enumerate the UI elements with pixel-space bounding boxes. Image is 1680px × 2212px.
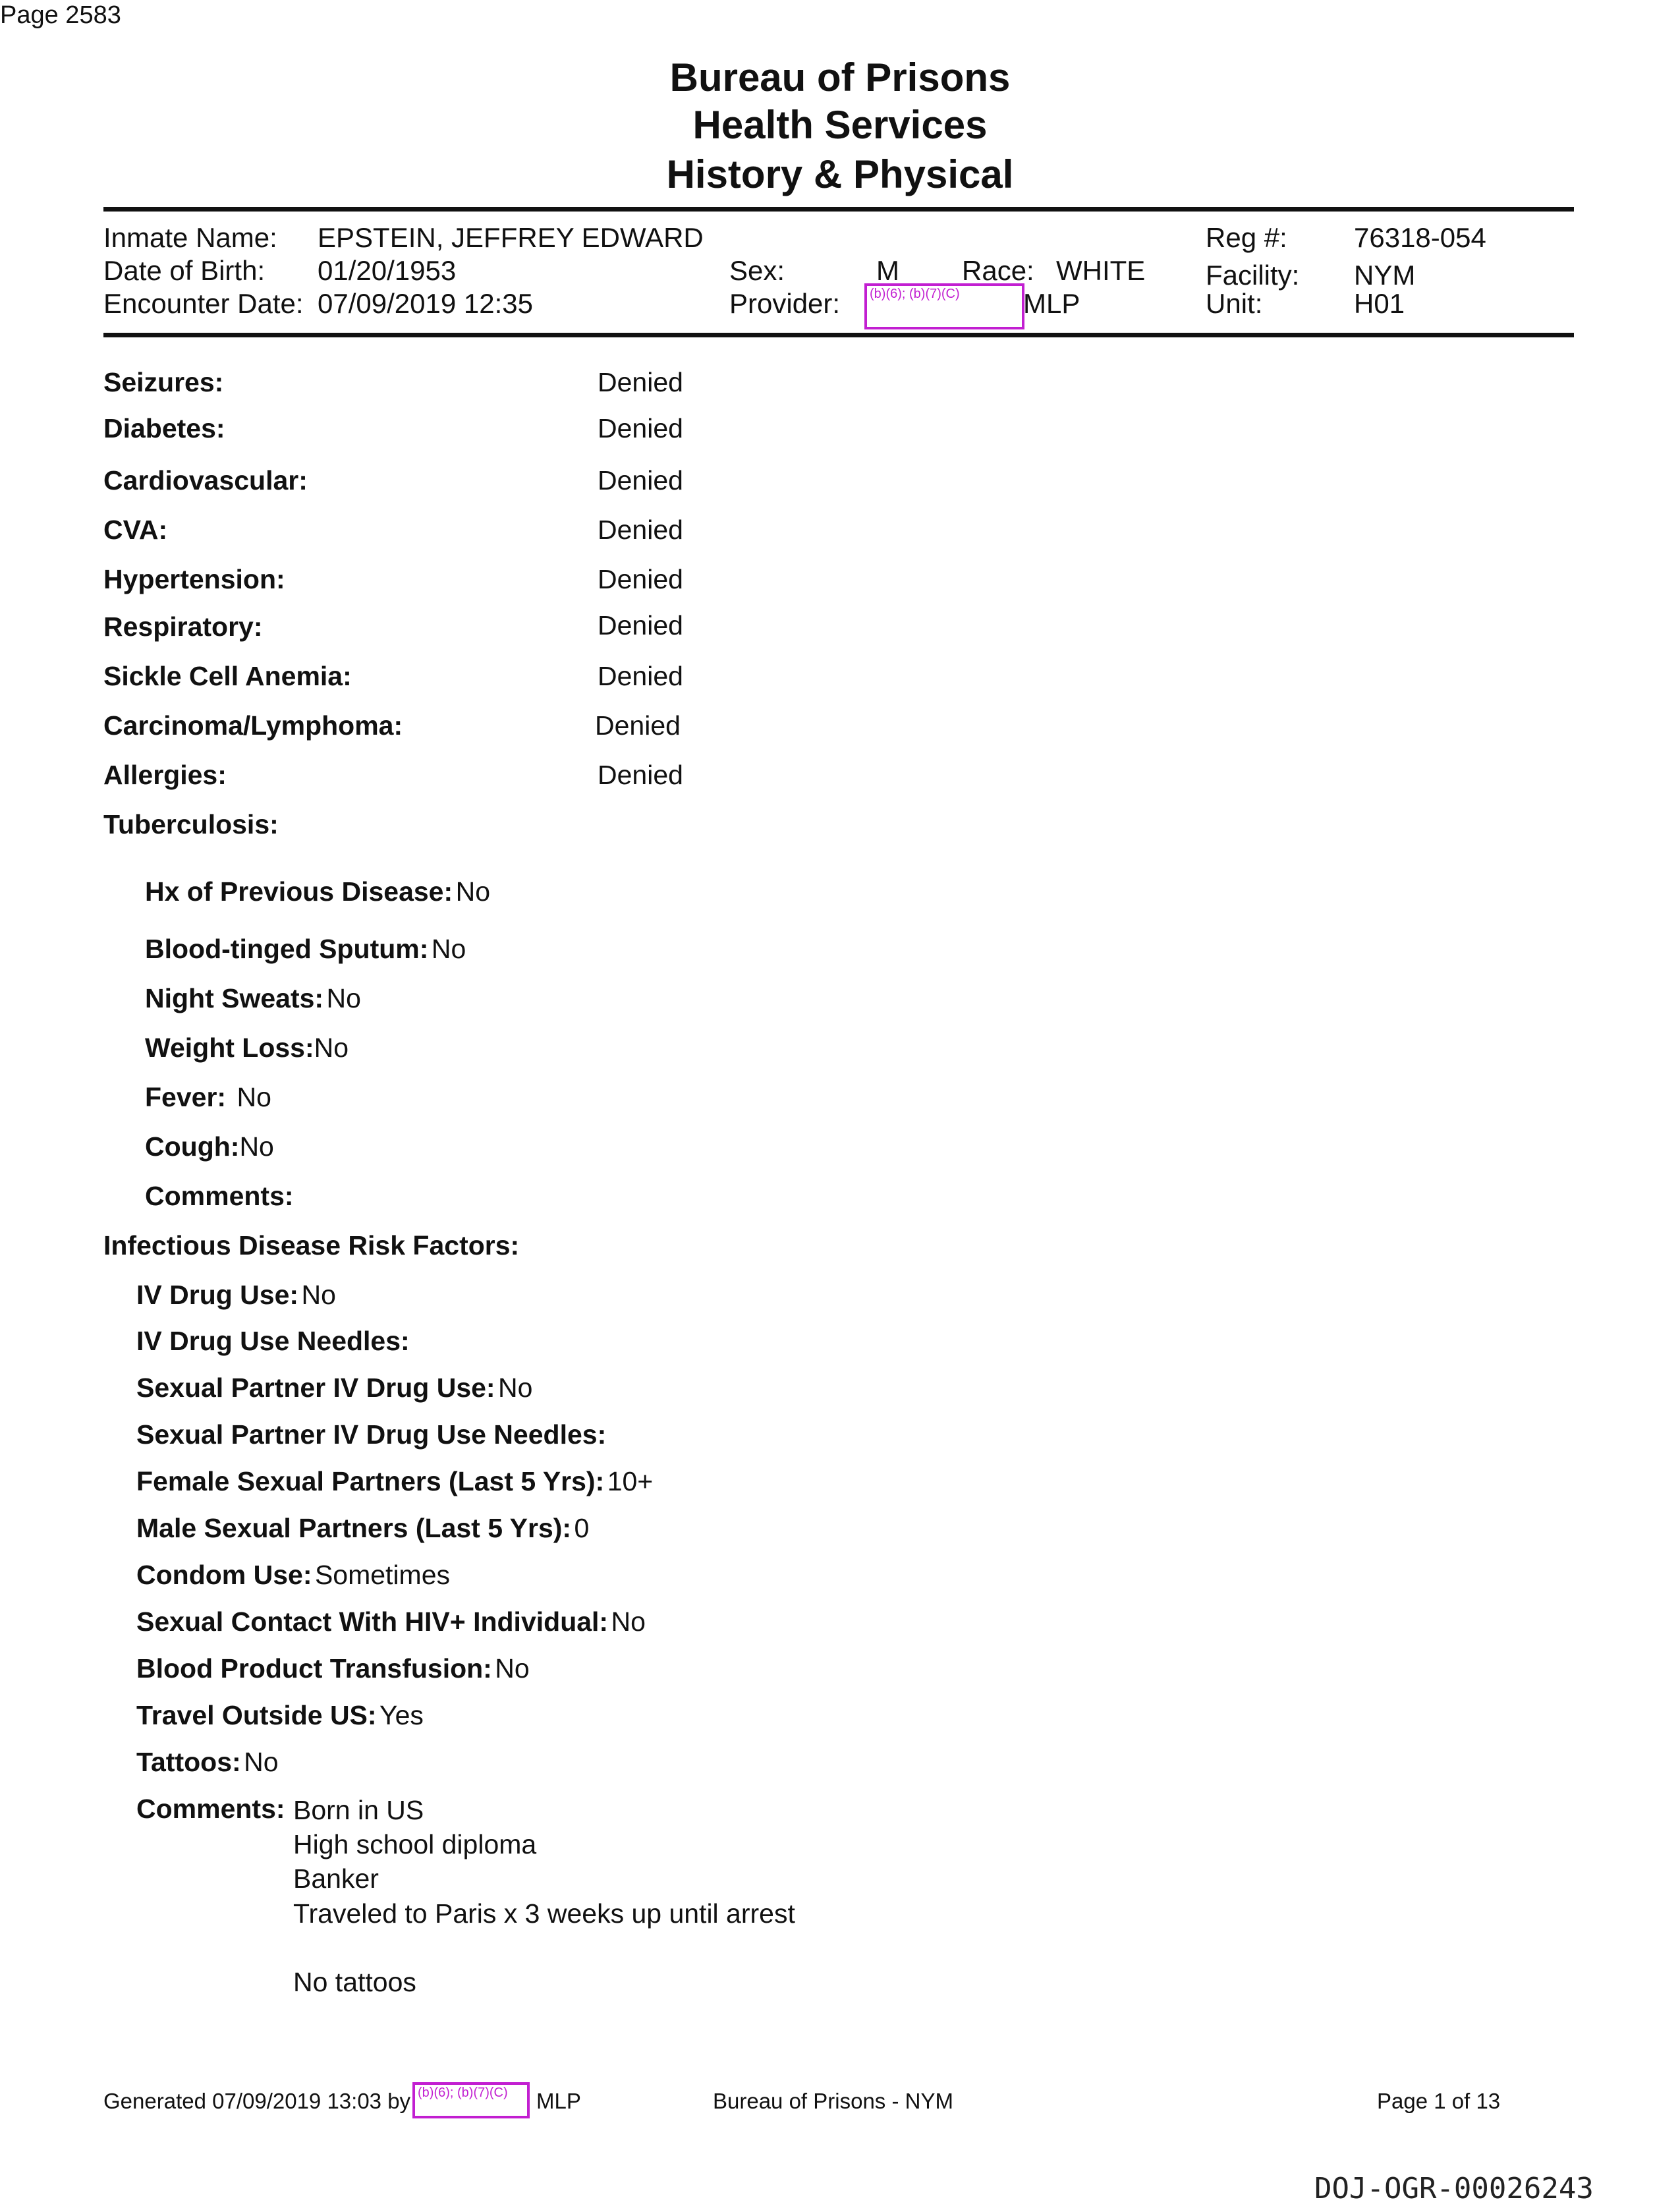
condition-label: Diabetes: (103, 413, 225, 443)
dob-value: 01/20/1953 (318, 255, 457, 286)
condition-value: Denied (598, 610, 683, 640)
tb-item-value: No (314, 1033, 349, 1063)
tuberculosis-heading: Tuberculosis: (103, 809, 279, 839)
footer-suffix: MLP (536, 2089, 581, 2113)
tb-item-label: Hx of Previous Disease: (145, 876, 453, 907)
title-line-3: History & Physical (666, 152, 1014, 196)
condition-label: Sickle Cell Anemia: (103, 661, 352, 691)
facility-value: NYM (1354, 260, 1416, 291)
comment-line: Traveled to Paris x 3 weeks up until arrest (293, 1898, 795, 1929)
encounter-label: Encounter Date: (103, 288, 304, 319)
provider-label: Provider: (729, 288, 841, 319)
risk-item-label: IV Drug Use: (136, 1280, 299, 1310)
condition-label: Cardiovascular: (103, 465, 308, 496)
tb-item (145, 1133, 274, 1160)
risk-item-label: Tattoos: (136, 1747, 241, 1777)
condition-value: Denied (598, 465, 683, 496)
risk-item-label: IV Drug Use Needles: (136, 1326, 410, 1356)
risk-factors-heading: Infectious Disease Risk Factors: (103, 1230, 520, 1261)
reg-value: 76318-054 (1354, 222, 1486, 253)
tb-item (145, 985, 361, 1012)
risk-item (136, 1608, 646, 1635)
risk-item (136, 1655, 530, 1682)
tb-item-label: Fever: (145, 1082, 227, 1112)
risk-item (136, 1421, 606, 1448)
risk-item (136, 1515, 589, 1542)
condition-label: Allergies: (103, 760, 227, 790)
unit-label: Unit: (1206, 288, 1263, 319)
dob-label: Date of Birth: (103, 255, 266, 286)
risk-item-value: Yes (379, 1700, 424, 1730)
condition-label: Carcinoma/Lymphoma: (103, 710, 403, 741)
condition-label: CVA: (103, 515, 168, 545)
tb-item (145, 936, 466, 963)
title-line-1: Bureau of Prisons (669, 55, 1011, 99)
provider-redaction-code: (b)(6); (b)(7)(C) (870, 287, 960, 301)
tb-item-label: Night Sweats: (145, 983, 324, 1013)
tb-item (145, 878, 490, 905)
comment-line: No tattoos (293, 1967, 416, 1997)
tb-item-value: No (237, 1082, 271, 1112)
risk-item (136, 1375, 532, 1402)
race-value: WHITE (1056, 255, 1146, 286)
risk-item-label: Female Sexual Partners (Last 5 Yrs): (136, 1466, 605, 1496)
condition-value: Denied (598, 367, 683, 397)
risk-item (136, 1328, 410, 1355)
condition-value: Denied (598, 413, 683, 443)
risk-item-value: 10+ (607, 1466, 654, 1496)
header-top-rule (103, 207, 1574, 212)
footer-redaction-box (412, 2082, 530, 2118)
title-line-2: Health Services (692, 103, 988, 147)
encounter-value: 07/09/2019 12:35 (318, 288, 533, 319)
header-bottom-rule (103, 333, 1574, 337)
risk-item-value: 0 (574, 1513, 590, 1543)
risk-item-value: No (301, 1280, 336, 1310)
sex-value: M (876, 255, 899, 286)
tb-item (145, 1183, 294, 1210)
risk-item (136, 1702, 424, 1729)
sex-label: Sex: (729, 255, 785, 286)
provider-redaction-box (864, 283, 1024, 329)
condition-value: Denied (598, 760, 683, 790)
tb-item-label: Weight Loss: (145, 1033, 314, 1063)
comment-line: Banker (293, 1863, 379, 1894)
tb-item-value: No (455, 876, 491, 907)
risk-item-label: Blood Product Transfusion: (136, 1653, 492, 1684)
risk-item-label: Travel Outside US: (136, 1700, 377, 1730)
tb-item-value: No (239, 1131, 274, 1162)
condition-value: Denied (598, 564, 683, 594)
risk-item-label: Sexual Partner IV Drug Use Needles: (136, 1419, 607, 1450)
inmate-name-label: Inmate Name: (103, 222, 277, 253)
tb-item-label: Blood-tinged Sputum: (145, 934, 429, 964)
race-label: Race: (962, 255, 1034, 286)
comment-line: High school diploma (293, 1829, 537, 1859)
footer-page-count: Page 1 of 13 (1377, 2089, 1501, 2113)
tb-item-label: Comments: (145, 1181, 294, 1211)
risk-item-label: Sexual Partner IV Drug Use: (136, 1373, 495, 1403)
tb-item-label: Cough: (145, 1131, 240, 1162)
condition-label: Respiratory: (103, 611, 263, 642)
inmate-name: EPSTEIN, JEFFREY EDWARD (318, 222, 704, 253)
risk-item-label: Male Sexual Partners (Last 5 Yrs): (136, 1513, 572, 1543)
risk-item-value: No (498, 1373, 533, 1403)
risk-item-value: No (495, 1653, 530, 1684)
condition-label: Seizures: (103, 367, 224, 397)
risk-item (136, 1282, 336, 1309)
condition-label: Hypertension: (103, 564, 285, 594)
page-number-label: Page 2583 (0, 1, 121, 29)
condition-value: Denied (595, 710, 681, 741)
tb-item (145, 1084, 271, 1111)
facility-label: Facility: (1206, 260, 1300, 291)
risk-comments-label: Comments: (136, 1794, 285, 1824)
risk-item-value: No (611, 1606, 646, 1637)
risk-item-value: Sometimes (314, 1560, 451, 1590)
reg-label: Reg #: (1206, 222, 1287, 253)
risk-item (136, 1562, 450, 1589)
bates-number: DOJ-OGR-00026243 (1314, 2172, 1594, 2205)
unit-value: H01 (1354, 288, 1405, 319)
risk-item-label: Sexual Contact With HIV+ Individual: (136, 1606, 609, 1637)
tb-item-value: No (326, 983, 361, 1013)
risk-item (136, 1468, 653, 1495)
risk-item (136, 1749, 279, 1776)
tb-item-value: No (431, 934, 466, 964)
risk-item-label: Condom Use: (136, 1560, 312, 1590)
provider-suffix: MLP (1023, 288, 1080, 319)
footer-generated: Generated 07/09/2019 13:03 by (103, 2089, 411, 2113)
footer-org: Bureau of Prisons - NYM (713, 2089, 953, 2113)
tb-item (145, 1035, 349, 1062)
risk-item-value: No (244, 1747, 279, 1777)
footer-redaction-code: (b)(6); (b)(7)(C) (418, 2085, 508, 2100)
condition-value: Denied (598, 515, 683, 545)
condition-value: Denied (598, 661, 683, 691)
comment-line: Born in US (293, 1795, 424, 1825)
